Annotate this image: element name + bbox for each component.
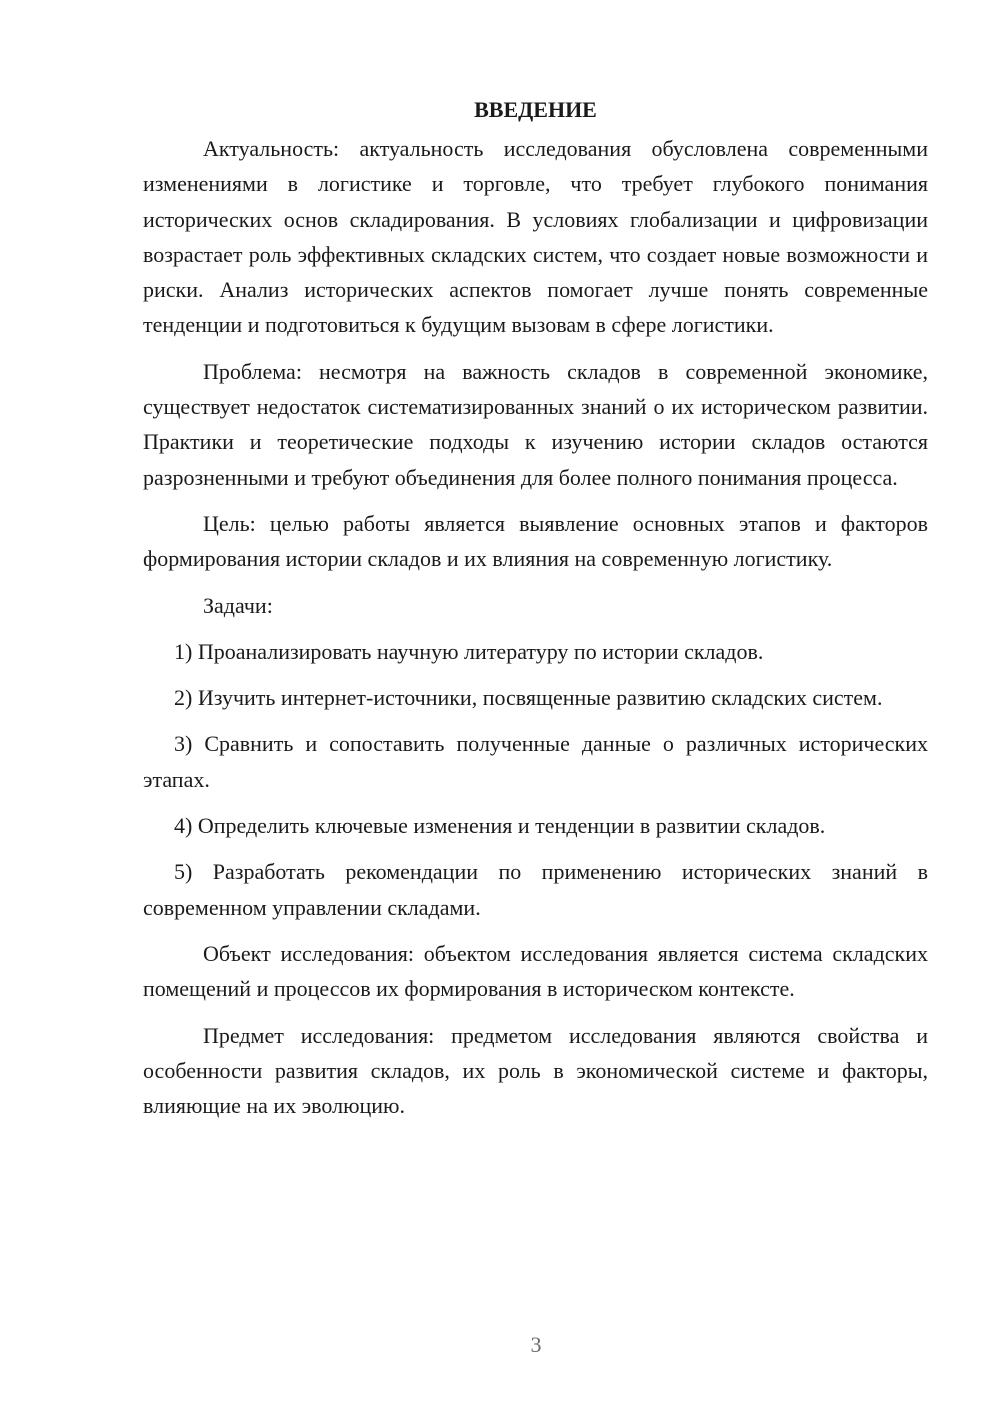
tasks-heading: Задачи: [203,592,273,618]
relevance-paragraph: Актуальность: актуальность исследования обусловлена современными изменениями в логистике и торговле, что требует глубокого понимания исторических основ складирования. В условиях глобализации и цифровизации возрастает роль эффективных складских систем, что создает новые возможности и риски. Анализ исторических аспектов помогает лучше понять современные тенденции и подготовиться к будущим вызовам в сфере логистики. [143,136,928,338]
goal-paragraph: Цель: целью работы является выявление основных этапов и факторов формирования истории складов и их влияния на современную логистику. [143,510,928,572]
task-item-2: 2) Изучить интернет-источники, посвященные развитию складских систем. [174,685,883,711]
problem-paragraph: Проблема: несмотря на важность складов в современной экономике, существует недостаток систематизированных знаний о их историческом развитии. Практики и теоретические подходы к изучению истории складов остаются разрозненными и требуют объединения для более полного понимания процесса. [143,358,928,490]
subject-paragraph: Предмет исследования: предметом исследования являются свойства и особенности развития складов, их роль в экономической системе и факторы, влияющие на их эволюцию. [143,1022,928,1119]
task-item-5: 5) Разработать рекомендации по применению исторических знаний в современном управлении складами. [143,859,928,920]
task-item-4: 4) Определить ключевые изменения и тенденции в развитии складов. [174,813,826,839]
task-item-3: 3) Сравнить и сопоставить полученные данные о различных исторических этапах. [143,731,928,792]
document-page [143,92,928,1134]
page-number: 3 [530,1332,542,1357]
task-item-1: 1) Проанализировать научную литературу по истории складов. [174,638,764,664]
page-title: ВВЕДЕНИЕ [474,97,597,122]
object-paragraph: Объект исследования: объектом исследования является система складских помещений и процессов их формирования в историческом контексте. [143,940,928,1002]
